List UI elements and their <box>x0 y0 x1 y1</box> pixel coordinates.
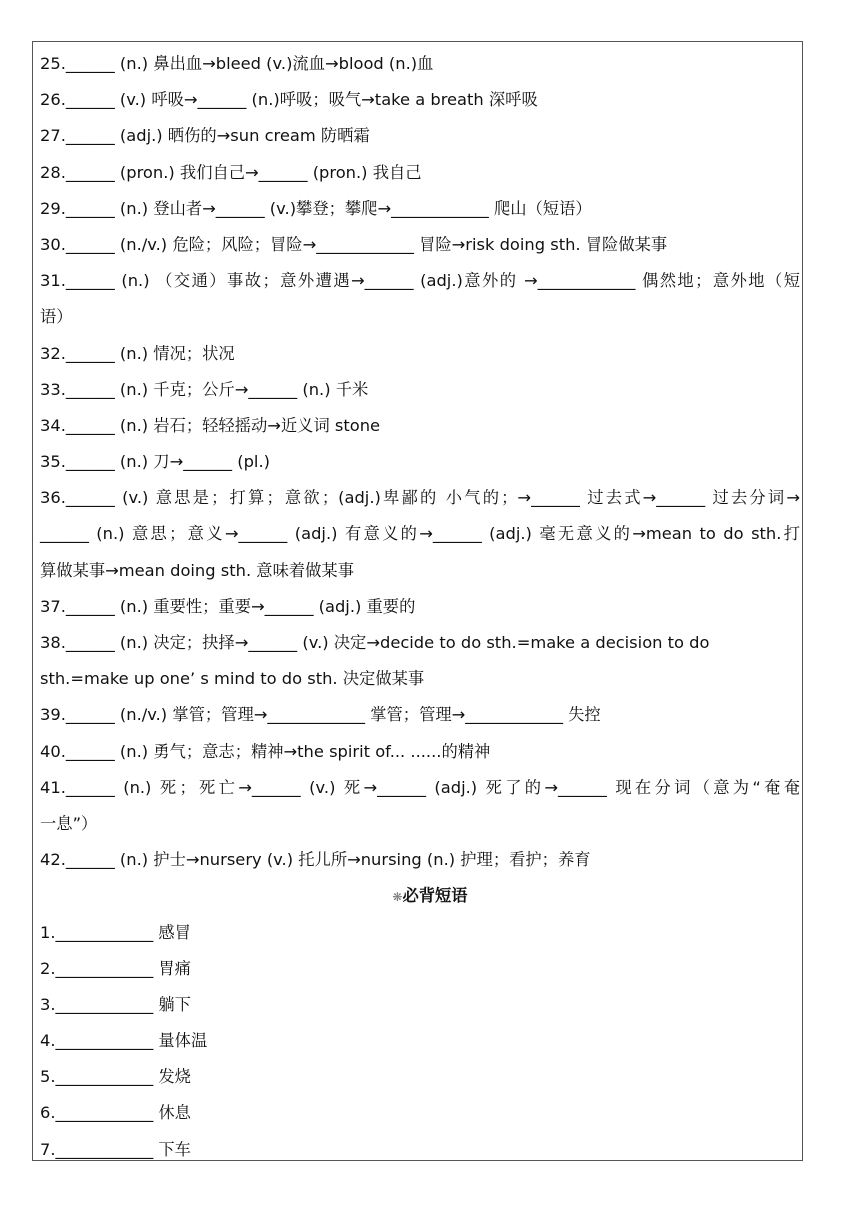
section-heading-text: 必背短语 <box>402 886 468 906</box>
vocab-line-26: 26.______ (v.) 呼吸→______ (n.)呼吸；吸气→take a breath 深呼吸 <box>40 90 538 110</box>
vocab-line-38-cont: sth.=make up one’ s mind to do sth. 决定做某事 <box>40 669 425 689</box>
vocab-line-31: 31.______ (n.) （交通）事故；意外遭遇→______ (adj.)意外的 →____________ 偶然地；意外地（短 <box>40 271 800 291</box>
phrase-line-5: 5.____________ 发烧 <box>40 1067 191 1087</box>
phrase-line-3: 3.____________ 躺下 <box>40 994 191 1014</box>
vocab-line-36-cont-1: ______ (n.) 意思；意义→______ (adj.) 有意义的→______ (adj.) 毫无意义的→mean to do sth.打 <box>40 524 800 544</box>
vocab-line-42: 42.______ (n.) 护士→nursery (v.) 托儿所→nursing (n.) 护理；看护；养育 <box>40 850 591 870</box>
section-heading <box>40 878 800 914</box>
vocab-line-35: 35.______ (n.) 刀→______ (pl.) <box>40 452 270 472</box>
vocab-line-28: 28.______ (pron.) 我们自己→______ (pron.) 我自己 <box>40 162 422 182</box>
vocab-line-34: 34.______ (n.) 岩石；轻轻摇动→近义词 stone <box>40 415 381 435</box>
vocab-list <box>40 46 800 878</box>
worksheet-content <box>40 46 800 1168</box>
vocab-line-36-cont-2: 算做某事→mean doing sth. 意味着做某事 <box>40 560 354 580</box>
phrase-line-6: 6.____________ 休息 <box>40 1103 191 1123</box>
vocab-line-33: 33.______ (n.) 千克；公斤→______ (n.) 千米 <box>40 379 369 399</box>
phrase-line-1: 1.____________ 感冒 <box>40 922 191 942</box>
vocab-line-41-cont: 一息”） <box>40 813 98 833</box>
phrase-line-4: 4.____________ 量体温 <box>40 1031 208 1051</box>
vocab-line-31-cont: 语） <box>40 307 73 327</box>
phrase-line-2: 2.____________ 胃痛 <box>40 958 191 978</box>
vocab-line-39: 39.______ (n./v.) 掌管；管理→____________ 掌管；管理→____________ 失控 <box>40 705 601 725</box>
phrase-list <box>40 915 800 1168</box>
vocab-line-36: 36.______ (v.) 意思是；打算；意欲；(adj.)卑鄙的 小气的；→______ 过去式→______ 过去分词→ <box>40 488 800 508</box>
vocab-line-40: 40.______ (n.) 勇气；意志；精神→the spirit of... ......的精神 <box>40 741 491 761</box>
vocab-line-30: 30.______ (n./v.) 危险；风险；冒险→____________ 冒险→risk doing sth. 冒险做某事 <box>40 234 668 254</box>
vocab-line-37: 37.______ (n.) 重要性；重要→______ (adj.) 重要的 <box>40 596 416 616</box>
vocab-line-38: 38.______ (n.) 决定；抉择→______ (v.) 决定→decide to do sth.=make a decision to do <box>40 633 710 652</box>
vocab-line-27: 27.______ (adj.) 晒伤的→sun cream 防晒霜 <box>40 126 370 146</box>
ornament-icon: ❋ <box>392 890 403 905</box>
vocab-line-32: 32.______ (n.) 情况；状况 <box>40 343 235 363</box>
vocab-line-41: 41.______ (n.) 死；死亡→______ (v.) 死→______ (adj.) 死了的→______ 现在分词（意为“奄奄 <box>40 777 800 797</box>
vocab-line-25: 25.______ (n.) 鼻出血→bleed (v.)流血→blood (n.)血 <box>40 54 434 73</box>
vocab-line-29: 29.______ (n.) 登山者→______ (v.)攀登；攀爬→____________ 爬山（短语） <box>40 198 592 218</box>
phrase-line-7: 7.____________ 下车 <box>40 1139 191 1159</box>
